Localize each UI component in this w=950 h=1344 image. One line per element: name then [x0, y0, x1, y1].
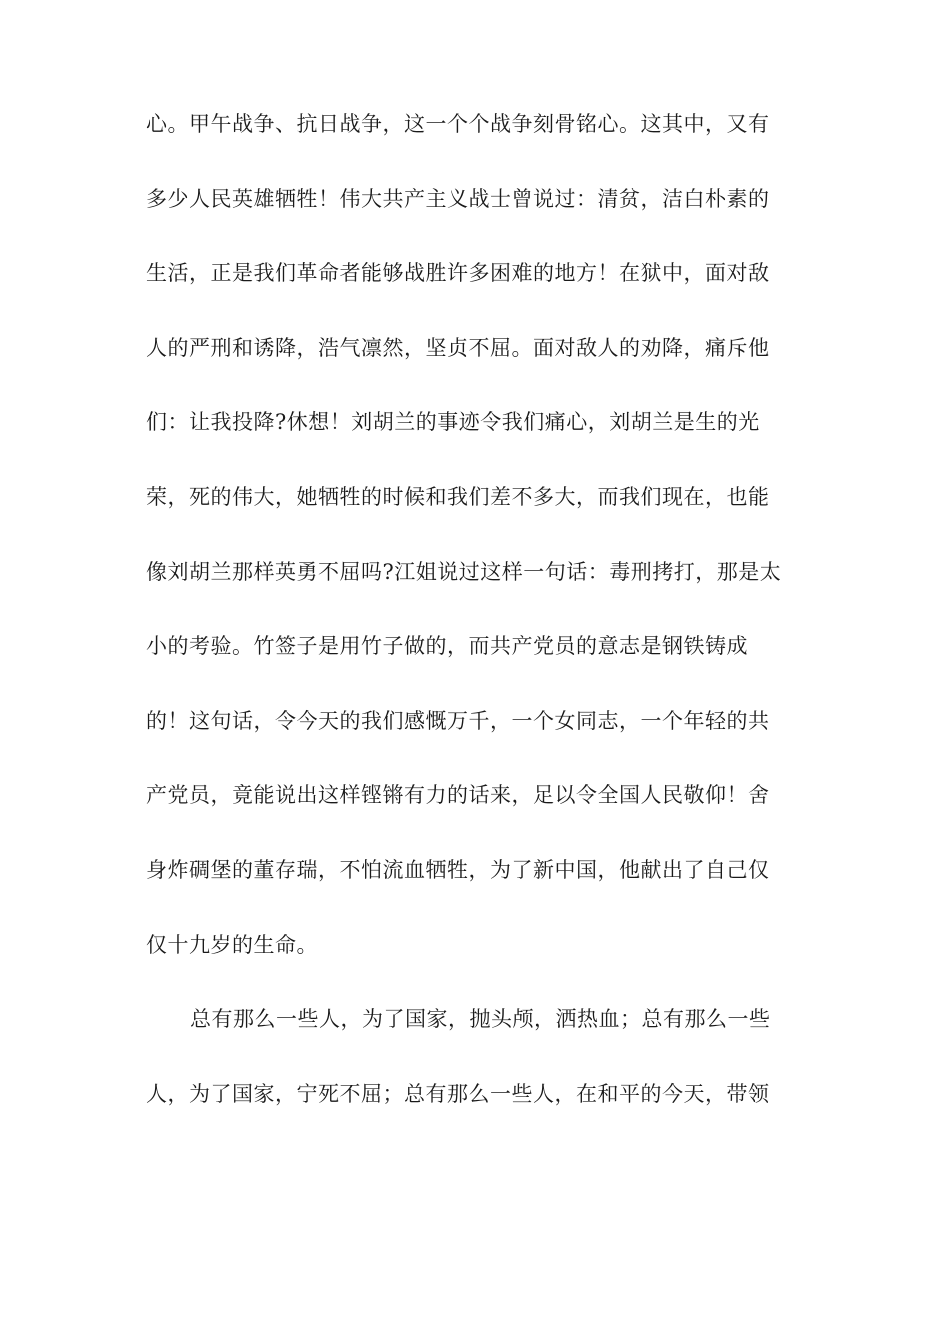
text-line: 身炸碉堡的董存瑞，不怕流血牺牲，为了新中国，他献出了自己仅 [146, 857, 770, 882]
text-line: 总有那么一些人，为了国家，抛头颅，洒热血；总有那么一些 [190, 1007, 771, 1032]
text-line: 产党员，竟能说出这样铿锵有力的话来，足以令全国人民敬仰！舍 [146, 783, 770, 808]
text-line: 像刘胡兰那样英勇不屈吗?江姐说过这样一句话：毒刑拷打，那是太 [146, 559, 782, 584]
text-line: 小的考验。竹签子是用竹子做的，而共产党员的意志是钢铁铸成 [146, 634, 748, 659]
text-line: 心。甲午战争、抗日战争，这一个个战争刻骨铭心。这其中，又有 [146, 112, 770, 136]
text-line: 的！这句话，令今天的我们感慨万千，一个女同志，一个年轻的共 [146, 708, 770, 733]
text-line: 们：让我投降?休想！刘胡兰的事迹令我们痛心，刘胡兰是生的光 [146, 410, 760, 435]
text-line: 人的严刑和诱降，浩气凛然，坚贞不屈。面对敌人的劝降，痛斥他 [146, 335, 770, 360]
text-line: 多少人民英雄牺牲！伟大共产主义战士曾说过：清贫，洁白朴素的 [146, 186, 770, 211]
text-line: 人，为了国家，宁死不屈；总有那么一些人，在和平的今天，带领 [146, 1081, 770, 1106]
body-text [146, 102, 816, 1146]
text-line: 仅十九岁的生命。 [146, 932, 318, 957]
text-line: 荣，死的伟大，她牺牲的时候和我们差不多大，而我们现在，也能 [146, 484, 770, 509]
text-line: 生活，正是我们革命者能够战胜许多困难的地方！在狱中，面对敌 [146, 261, 770, 286]
